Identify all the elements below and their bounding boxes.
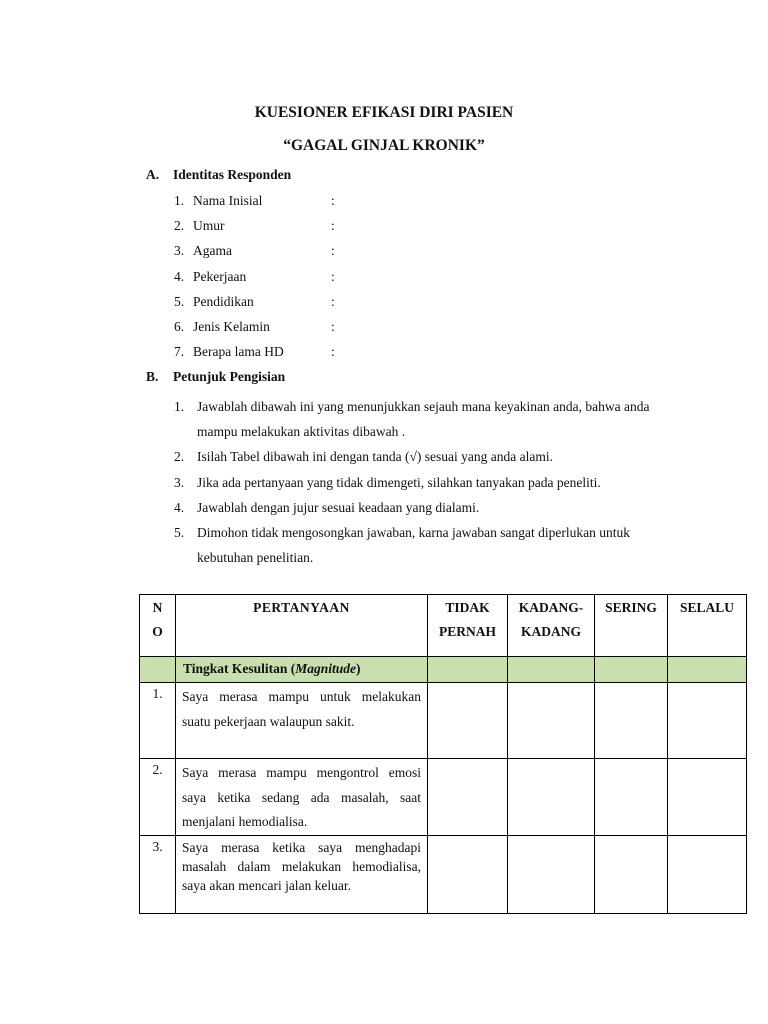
category-label <box>176 657 428 683</box>
answer-cell-kadang-kadang[interactable] <box>508 835 595 913</box>
answer-cell-selalu[interactable] <box>668 683 747 759</box>
table-row <box>140 683 747 759</box>
answer-cell-sering[interactable] <box>595 683 668 759</box>
header-tidak-pernah-line1: TIDAK <box>445 600 490 615</box>
answer-cell-tidak-pernah[interactable] <box>428 759 508 836</box>
questionnaire-table <box>139 594 747 914</box>
header-sering: SERING <box>595 595 668 657</box>
identity-item-label: Pendidikan <box>193 293 254 309</box>
instruction-number: 2. <box>174 449 185 465</box>
row-question: Saya merasa mampu untuk melakukan suatu pekerjaan walaupun sakit. <box>176 683 428 759</box>
category-label-italic: Magnitude <box>295 661 357 676</box>
identity-item-colon: : <box>331 243 335 259</box>
respondent-identity-list <box>174 192 335 368</box>
instruction-text: Jika ada pertanyaan yang tidak dimengeti, silahkan tanyakan pada peneliti. <box>197 474 601 490</box>
document-subtitle: “GAGAL GINJAL KRONIK” <box>283 137 485 154</box>
header-question: PERTANYAAN <box>176 595 428 657</box>
row-question: Saya merasa mampu mengontrol emosi saya ketika sedang ada masalah, saat menjalani hemodialisa. <box>176 759 428 836</box>
section-a-heading <box>146 167 291 183</box>
identity-item-label: Agama <box>193 243 232 259</box>
category-label-suffix: ) <box>356 661 361 676</box>
identity-item-colon: : <box>331 218 335 234</box>
instruction-text: Jawablah dengan jujur sesuai keadaan yang dialami. <box>197 499 480 515</box>
identity-item-number: 3. <box>174 243 185 259</box>
header-no-line2: O <box>152 624 163 639</box>
instruction-number: 5. <box>174 525 185 541</box>
answer-cell-selalu[interactable] <box>668 759 747 836</box>
header-tidak-pernah <box>428 595 508 657</box>
answer-cell-kadang-kadang[interactable] <box>508 683 595 759</box>
identity-item-number: 5. <box>174 293 185 309</box>
row-number: 3. <box>140 835 176 913</box>
answer-cell-kadang-kadang[interactable] <box>508 759 595 836</box>
header-tidak-pernah-line2: PERNAH <box>439 624 496 639</box>
header-kadang-line1: KADANG- <box>518 600 584 615</box>
category-empty-cell <box>595 657 668 683</box>
section-b-heading <box>146 369 285 385</box>
identity-item-number: 7. <box>174 344 185 360</box>
instruction-text: Isilah Tabel dibawah ini dengan tanda (√) sesuai yang anda alami. <box>197 449 553 465</box>
category-empty-cell <box>428 657 508 683</box>
answer-cell-selalu[interactable] <box>668 835 747 913</box>
header-selalu: SELALU <box>668 595 747 657</box>
identity-item-colon: : <box>331 268 335 284</box>
row-question: Saya merasa ketika saya menghadapi masalah dalam melakukan hemodialisa, saya akan mencari jalan keluar. <box>176 835 428 913</box>
section-b-title: Petunjuk Pengisian <box>173 369 286 384</box>
answer-cell-sering[interactable] <box>595 835 668 913</box>
category-label-prefix: Tingkat Kesulitan ( <box>183 661 296 676</box>
table-row <box>140 759 747 836</box>
instruction-number: 4. <box>174 499 185 515</box>
identity-item-label: Nama Inisial <box>193 193 263 208</box>
instruction-item <box>174 394 664 444</box>
answer-cell-tidak-pernah[interactable] <box>428 683 508 759</box>
instruction-item <box>174 520 664 570</box>
category-row-magnitude <box>140 657 747 683</box>
header-no <box>140 595 176 657</box>
identity-item-colon: : <box>331 344 335 360</box>
category-empty-cell <box>668 657 747 683</box>
identity-item <box>174 192 335 217</box>
identity-item-label: Umur <box>193 218 225 234</box>
instruction-number: 1. <box>174 399 185 414</box>
identity-item-label: Berapa lama HD <box>193 344 284 360</box>
instruction-item <box>174 444 664 469</box>
identity-item-colon: : <box>331 318 335 334</box>
identity-item-number: 2. <box>174 218 185 234</box>
row-number: 1. <box>140 683 176 759</box>
identity-item-label: Pekerjaan <box>193 268 247 284</box>
identity-item <box>174 217 335 242</box>
instruction-text: Dimohon tidak mengosongkan jawaban, karna jawaban sangat diperlukan untuk kebutuhan penelitian. <box>197 525 631 566</box>
identity-item-number: 6. <box>174 318 185 334</box>
category-empty-cell <box>508 657 595 683</box>
section-a-letter: A. <box>146 167 160 182</box>
section-b-letter: B. <box>146 369 159 384</box>
identity-item-number: 4. <box>174 268 185 284</box>
identity-item <box>174 242 335 267</box>
header-no-line1: N <box>152 600 163 615</box>
identity-item-colon: : <box>331 293 335 309</box>
filling-instructions-list <box>174 394 664 570</box>
answer-cell-sering[interactable] <box>595 759 668 836</box>
instruction-item <box>174 495 664 520</box>
category-no-cell <box>140 657 176 683</box>
section-a-title: Identitas Responden <box>173 167 292 182</box>
table-header-row <box>140 595 747 657</box>
header-kadang-line2: KADANG <box>521 624 581 639</box>
identity-item <box>174 293 335 318</box>
identity-item <box>174 318 335 343</box>
identity-item-label: Jenis Kelamin <box>193 318 270 334</box>
document-title: KUESIONER EFIKASI DIRI PASIEN <box>254 104 514 121</box>
header-kadang-kadang <box>508 595 595 657</box>
identity-item-colon: : <box>331 193 335 208</box>
table-row <box>140 835 747 913</box>
instruction-item <box>174 470 664 495</box>
identity-item <box>174 343 335 368</box>
instruction-text: Jawablah dibawah ini yang menunjukkan sejauh mana keyakinan anda, bahwa anda mampu melakukan aktivitas dibawah . <box>197 399 650 440</box>
instruction-number: 3. <box>174 474 185 490</box>
row-number: 2. <box>140 759 176 836</box>
answer-cell-tidak-pernah[interactable] <box>428 835 508 913</box>
identity-item-number: 1. <box>174 193 185 208</box>
identity-item <box>174 268 335 293</box>
